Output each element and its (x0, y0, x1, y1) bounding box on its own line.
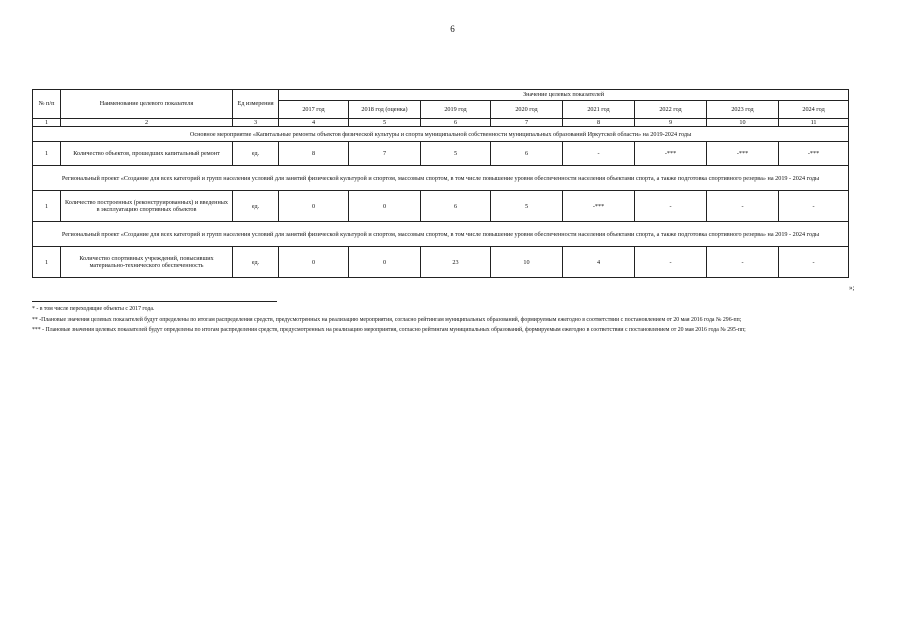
header-indicator-name: Наименование целевого показателя (61, 90, 233, 119)
header-year: 2021 год (563, 101, 635, 119)
unit-cell: ед. (233, 142, 279, 166)
column-number: 2 (61, 119, 233, 127)
value-cell: - (635, 247, 707, 278)
section-title-row (33, 127, 849, 142)
header-year: 2018 год (оценка) (349, 101, 421, 119)
header-year: 2022 год (635, 101, 707, 119)
value-cell: - (563, 142, 635, 166)
header-year: 2023 год (707, 101, 779, 119)
value-cell: - (779, 247, 849, 278)
header-values-group: Значение целевых показателей (279, 90, 849, 101)
section-title: Региональный проект «Создание для всех категорий и групп населения условий для занятий физической культурой и спортом, массовым спортом, в том числе повышение уровня обеспеченности населения объектами спорта, а также подготовка спортивного резерва» на 2019 - 2024 годы (33, 166, 849, 191)
header-num: № п/п (33, 90, 61, 119)
value-cell: 8 (279, 142, 349, 166)
footnote-separator (32, 301, 277, 302)
value-cell: 23 (421, 247, 491, 278)
page-number: 6 (450, 24, 455, 34)
value-cell: 6 (421, 191, 491, 222)
header-year: 2020 год (491, 101, 563, 119)
value-cell: - (707, 191, 779, 222)
footnote: * - в том числе переходящие объекты с 2017 года. (32, 306, 155, 312)
section-title: Региональный проект «Создание для всех категорий и групп населения условий для занятий физической культурой и спортом, массовым спортом, в том числе повышение уровня обеспеченности населения объектами спорта, а также подготовка спортивного резерва» на 2019 - 2024 годы (33, 222, 849, 247)
value-cell: 7 (349, 142, 421, 166)
column-number: 11 (779, 119, 849, 127)
header-year: 2017 год (279, 101, 349, 119)
value-cell: -*** (707, 142, 779, 166)
column-number: 5 (349, 119, 421, 127)
value-cell: 0 (279, 247, 349, 278)
value-cell: 6 (491, 142, 563, 166)
value-cell: - (707, 247, 779, 278)
value-cell: 0 (349, 191, 421, 222)
column-number: 10 (707, 119, 779, 127)
value-cell: - (779, 191, 849, 222)
unit-cell: ед. (233, 191, 279, 222)
header-year: 2019 год (421, 101, 491, 119)
value-cell: 0 (349, 247, 421, 278)
row-num: 1 (33, 191, 61, 222)
column-number: 9 (635, 119, 707, 127)
table-row (33, 142, 849, 166)
footnotes (32, 305, 852, 337)
value-cell: 5 (491, 191, 563, 222)
column-number: 1 (33, 119, 61, 127)
value-cell: -*** (563, 191, 635, 222)
header-unit: Ед измерения (233, 90, 279, 119)
section-title-row (33, 166, 849, 191)
section-title: Основное мероприятие «Капитальные ремонты объектов физической культуры и спорта муниципальной собственности муниципальных образований Иркутской области» на 2019-2024 годы (33, 127, 849, 142)
row-num: 1 (33, 142, 61, 166)
header-row (33, 90, 849, 101)
header-year: 2024 год (779, 101, 849, 119)
table-row (33, 247, 849, 278)
value-cell: - (635, 191, 707, 222)
value-cell: -*** (635, 142, 707, 166)
section-title-row (33, 222, 849, 247)
value-cell: 4 (563, 247, 635, 278)
indicator-name: Количество построенных (реконструированных) и введенных в эксплуатацию спортивных объектов (61, 191, 233, 222)
column-number-row (33, 119, 849, 127)
column-number: 6 (421, 119, 491, 127)
row-num: 1 (33, 247, 61, 278)
column-number: 3 (233, 119, 279, 127)
indicator-name: Количество объектов, прошедших капитальный ремонт (61, 142, 233, 166)
value-cell: 0 (279, 191, 349, 222)
closing-quote-mark: »; (849, 284, 855, 292)
unit-cell: ед. (233, 247, 279, 278)
table-row (33, 191, 849, 222)
column-number: 8 (563, 119, 635, 127)
value-cell: 10 (491, 247, 563, 278)
value-cell: -*** (779, 142, 849, 166)
target-indicators-table (32, 89, 849, 278)
value-cell: 5 (421, 142, 491, 166)
column-number: 7 (491, 119, 563, 127)
footnote: *** - Плановые значения целевых показателей будут определены по итогам распределения средств, предусмотренных на реализацию мероприятия, согласно рейтингам муниципальных образований, формируемым ежегодно в соответствии с постановлением от 20 мая 2016 года № 295-пп; (32, 327, 746, 334)
indicator-name: Количество спортивных учреждений, повысивших материально-технического обеспеченность (61, 247, 233, 278)
column-number: 4 (279, 119, 349, 127)
footnote: ** -Плановые значения целевых показателей будут определены по итогам распределения средств, предусмотренных на реализацию мероприятия, согласно рейтингам муниципальных образований, формируемым ежегодно в соответствии с постановлением от 20 мая 2016 года № 296-пп; (32, 316, 742, 323)
